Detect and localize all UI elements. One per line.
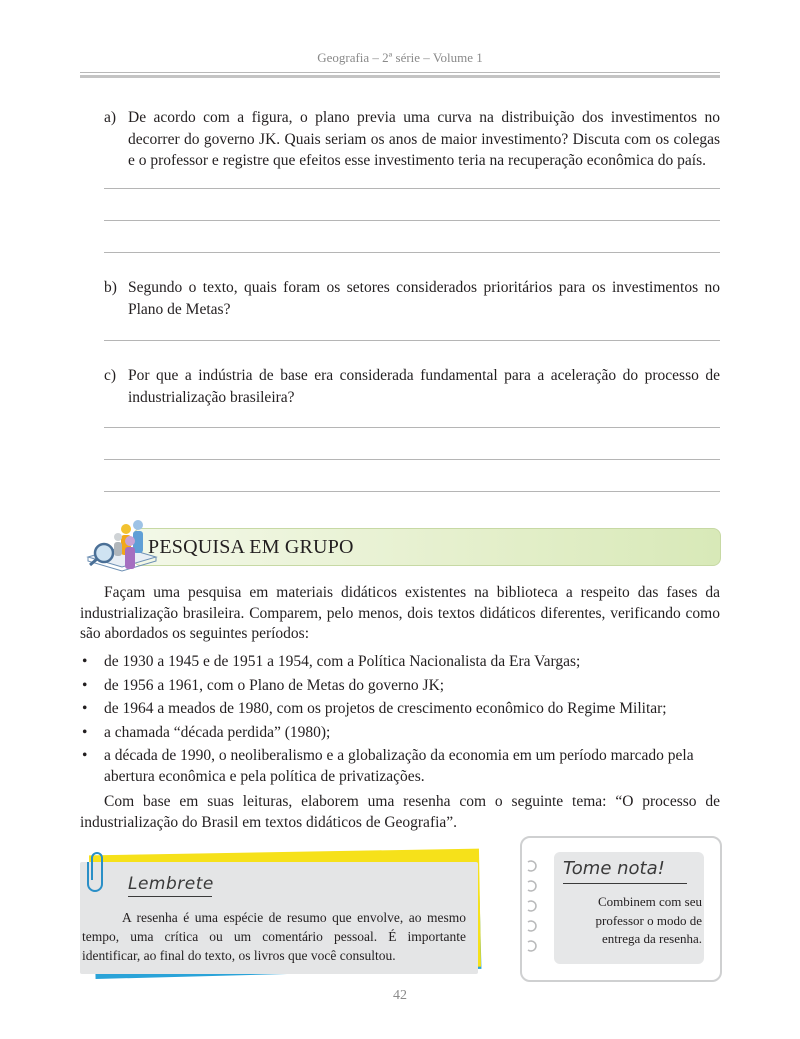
bullet-icon: • <box>82 747 88 764</box>
section-intro: Façam uma pesquisa em materiais didáticos existentes na biblioteca a respeito das fases da industrialização brasileira. Comparem, pelo menos, dois textos didáticos diferentes, verificando como são abordados os seguintes períodos: <box>80 584 720 642</box>
bullet-icon: • <box>82 676 88 694</box>
answer-line[interactable] <box>104 459 720 460</box>
question-text: Segundo o texto, quais foram os setores considerados prioritários para os investimentos no Plano de Metas? <box>128 279 720 318</box>
question-letter: b) <box>104 279 117 296</box>
answer-line[interactable] <box>104 340 720 341</box>
tome-nota-title: Tome nota! <box>563 858 665 879</box>
question-b <box>104 277 720 320</box>
lembrete-underline <box>128 896 212 897</box>
list-item: • de 1930 a 1945 e de 1951 a 1954, com a Política Nacionalista da Era Vargas; <box>80 652 720 673</box>
tome-nota-underline <box>563 883 687 884</box>
answer-line[interactable] <box>104 220 720 221</box>
spiral-binding-icon <box>524 852 544 964</box>
bullet-icon: • <box>82 700 88 717</box>
section-closing: Com base em suas leituras, elaborem uma resenha com o seguinte tema: “O processo de industrialização do Brasil em textos didáticos de Geografia”. <box>80 793 720 831</box>
question-text: Por que a indústria de base era considerada fundamental para a aceleração do processo de industrialização brasileira? <box>128 367 720 406</box>
paperclip-icon <box>86 850 108 894</box>
tome-nota-text: Combinem com seu professor o modo de entrega da resenha. <box>595 894 702 946</box>
answer-line[interactable] <box>104 188 720 189</box>
lembrete-title: Lembrete <box>128 874 214 894</box>
question-c <box>104 365 720 408</box>
lembrete-text: A resenha é uma espécie de resumo que envolve, ao mesmo tempo, uma crítica ou um comentário pessoal. É importante identificar, ao final do texto, os livros que você consultou. <box>82 910 466 963</box>
answer-line[interactable] <box>104 252 720 253</box>
period-list <box>80 652 720 790</box>
bullet-icon: • <box>82 723 88 741</box>
page-number: 42 <box>393 988 407 1003</box>
answer-line[interactable] <box>104 491 720 492</box>
question-a <box>104 107 720 172</box>
question-letter: a) <box>104 109 117 126</box>
answer-line[interactable] <box>104 427 720 428</box>
question-letter: c) <box>104 367 117 384</box>
question-text: De acordo com a figura, o plano previa uma curva na distribuição dos investimentos no decorrer do governo JK. Quais seriam os anos de maior investimento? Discuta com os colegas e o professor e registre que efeitos esse investimento teria na recuperação econômica do país. <box>128 109 720 169</box>
header-rule-thick <box>80 75 720 78</box>
list-item: • a chamada “década perdida” (1980); <box>80 723 720 744</box>
bullet-icon: • <box>82 653 88 670</box>
running-header: Geografia – 2ª série – Volume 1 <box>317 50 483 65</box>
header-rule <box>80 72 720 73</box>
list-item: • de 1964 a meados de 1980, com os projetos de crescimento econômico do Regime Militar; <box>80 699 720 720</box>
list-item: • a década de 1990, o neoliberalismo e a globalização da economia em um período marcado pela abertura econômica e pela política de privatizações. <box>82 747 694 785</box>
section-title: PESQUISA EM GRUPO <box>148 536 354 558</box>
list-item: • de 1956 a 1961, com o Plano de Metas do governo JK; <box>80 676 720 697</box>
